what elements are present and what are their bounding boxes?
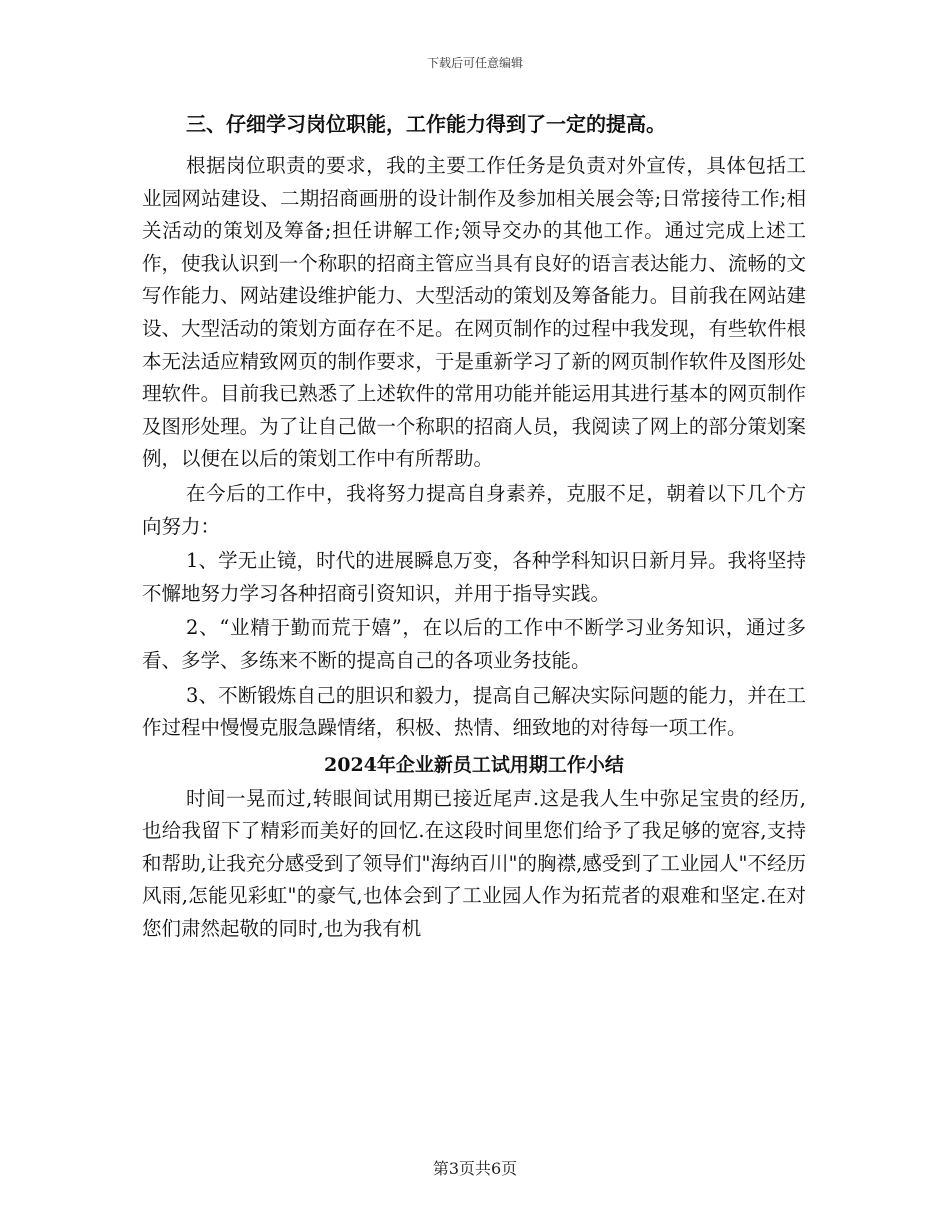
paragraph-item-2: 2、“业精于勤而荒于嬉”，在以后的工作中不断学习业务知识，通过多看、多学、多练来不断的提高自己的各项业务技能。: [142, 616, 806, 672]
paragraph-summary: 时间一晃而过,转眼间试用期已接近尾声.这是我人生中弥足宝贵的经历,也给我留下了精彩而美好的回忆.在这段时间里您们给予了我足够的宽容,支持和帮助,让我充分感受到了领导们"海纳百川"的胸襟,感受到了工业园人"不经历风雨,怎能见彩虹"的豪气,也体会到了工业园人作为拓荒者的艰难和坚定.在对您们肃然起敬的同时,也为我有机: [142, 786, 806, 941]
paragraph-duties: 根据岗位职责的要求，我的主要工作任务是负责对外宣传，具体包括工业园网站建设、二期招商画册的设计制作及参加相关展会等;日常接待工作;相关活动的策划及筹备;担任讲解工作;领导交办的其他工作。通过完成上述工作，使我认识到一个称职的招商主管应当具有良好的语言表达能力、流畅的文写作能力、网站建设维护能力、大型活动的策划及筹备能力。目前我在网站建设、大型活动的策划方面存在不足。在网页制作的过程中我发现，有些软件根本无法适应精致网页的制作要求，于是重新学习了新的网页制作软件及图形处理软件。目前我已熟悉了上述软件的常用功能并能运用其进行基本的网页制作及图形处理。为了让自己做一个称职的招商人员，我阅读了网上的部分策划案例，以便在以后的策划工作中有所帮助。: [142, 154, 806, 471]
document-body: [142, 108, 806, 946]
section-heading: 三、仔细学习岗位职能，工作能力得到了一定的提高。: [186, 112, 666, 136]
page-number-footer: 第3页共6页: [432, 1159, 518, 1178]
paragraph-item-3: 3、不断锻炼自己的胆识和毅力，提高自己解决实际问题的能力，并在工作过程中慢慢克服急躁情绪，积极、热情、细致地的对待每一项工作。: [142, 683, 806, 740]
page-header-note: 下载后可任意编辑: [426, 56, 523, 70]
paragraph-future-intro: 在今后的工作中，我将努力提高自身素养，克服不足，朝着以下几个方向努力：: [142, 481, 806, 538]
paragraph-item-1: 1、学无止镜，时代的进展瞬息万变，各种学科知识日新月异。我将坚持不懈地努力学习各种招商引资知识，并用于指导实践。: [142, 549, 806, 605]
summary-title: 2024年企业新员工试用期工作小结: [324, 753, 624, 776]
